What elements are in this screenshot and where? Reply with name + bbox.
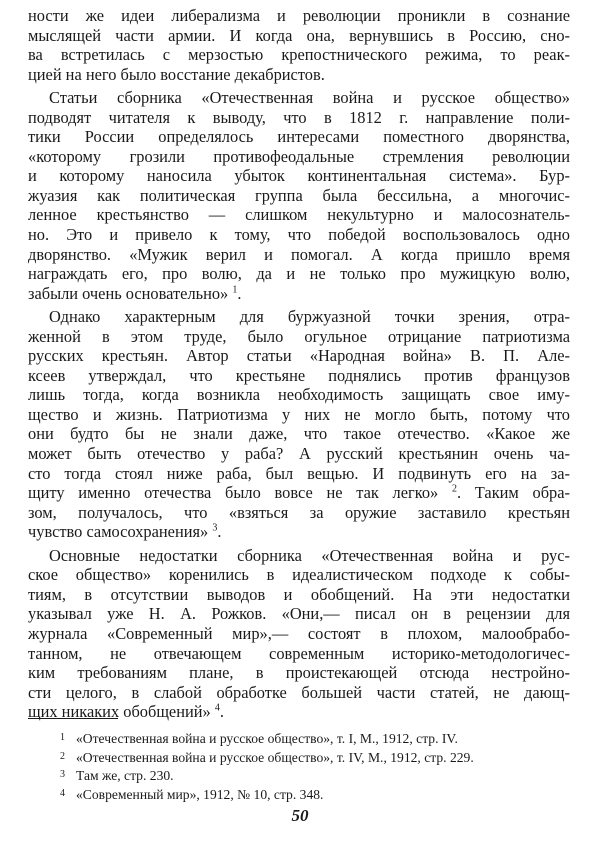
text-line: жуазия как политическая группа была бессильна, а многочис-	[28, 185, 570, 205]
text-line: лишь тогда, когда возникла необходимость защищать свое иму-	[28, 385, 570, 405]
text-line-content: чувство самосохранения»	[28, 522, 209, 542]
footnote-text: «Современный мир», 1912, № 10, стр. 348.	[76, 786, 324, 802]
text-line: зом, получалось, что «взяться за оружие заставило крестьян	[28, 502, 570, 522]
text-line: забыли очень основательно» $^1$.	[28, 283, 242, 303]
text-line: мыслящей части армии. И когда она, вернувшись в Россию, сно-	[28, 25, 570, 45]
text-line: награждать его, про волю, да и не только про мужицкую волю,	[28, 264, 570, 284]
paragraph-1	[28, 6, 570, 84]
paragraph-3	[28, 307, 570, 542]
footnote-text: «Отечественная война и русское общество», т. I, М., 1912, стр. IV.	[76, 731, 458, 746]
text-line: ва встретилась с мерзостью крепостнического режима, то реак-	[28, 45, 570, 65]
footnote-number: 1	[60, 732, 65, 743]
footnote-number: 2	[60, 750, 65, 762]
footnote	[60, 729, 575, 748]
paragraph-2	[28, 88, 570, 303]
text-line: подводят читателя к выводу, что в 1812 г. направление поли-	[28, 107, 570, 127]
text-line: щество и жизнь. Патриотизма у них не могло быть, потому что	[28, 404, 570, 424]
body-text	[28, 6, 570, 722]
text-line: чувство самосохранения» $^3$.	[28, 522, 222, 542]
paragraph-4	[28, 546, 570, 722]
text-line: цией на него было восстание декабристов.	[28, 64, 325, 84]
text-line: танном, не отвечающем современным историко-методологичес-	[28, 643, 570, 663]
text-line: Однако характерным для буржуазной точки зрения, отра-	[49, 307, 570, 327]
page-number: 50	[291, 806, 309, 825]
footnote-number: 3	[60, 769, 65, 780]
text-line: ким требованиям плане, в проистекающей отсюда нестройно-	[28, 663, 570, 683]
footnote-divider	[28, 718, 118, 719]
text-line: щих никаких обобщений» $^4$.	[28, 702, 224, 722]
footnotes	[60, 729, 575, 803]
text-line	[28, 483, 570, 503]
text-line: дворянство. «Мужик верил и помогал. А когда пришло время	[28, 244, 570, 264]
text-line: женной в этом труде, было огульное отрицание патриотизма	[28, 326, 570, 346]
text-line: тиям, в отсутствии выводов и обобщений. На эти недостатки	[28, 584, 570, 604]
text-line: «которому грозили противофеодальные стремления революции	[28, 146, 570, 166]
footnote-number: 4	[60, 787, 65, 799]
footnote-text: Там же, стр. 230.	[76, 768, 174, 783]
text-line: ленное крестьянство — слишком некультурно и малосознатель-	[28, 205, 570, 225]
text-line: но. Это и привело к тому, что победой воспользовалось одно	[28, 225, 570, 245]
text-line: сто тогда стоял ниже раба, был вещью. И подвинуть его на за-	[28, 463, 570, 483]
text-line: и которому наносила убыток континентальная система». Бур-	[28, 166, 570, 186]
footnote	[60, 748, 575, 767]
text-line: русских крестьян. Автор статьи «Народная война» В. П. Але-	[28, 346, 570, 366]
text-line: ксеев утверждал, что крестьяне поднялись против французов	[28, 365, 570, 385]
text-line: ности же идеи либерализма и революции проникли в сознание	[28, 6, 570, 25]
text-line-content: забыли очень основательно»	[28, 283, 229, 303]
text-line-content: щиту именно отечества было вовсе не так легко»	[28, 483, 439, 503]
text-line: Статьи сборника «Отечественная война и русское общество»	[49, 88, 570, 108]
text-line: журнала «Современный мир»,— состоят в плохом, малообрабо-	[28, 623, 570, 643]
footnote-text: «Отечественная война и русское общество», т. IV, М., 1912, стр. 229.	[76, 749, 474, 765]
footnote	[60, 785, 575, 804]
footnote	[60, 766, 575, 785]
footnote-ref: 3	[212, 522, 218, 534]
text-line: тики России определялось интересами поместного дворянства,	[28, 127, 570, 147]
text-line: указывал уже Н. А. Рожков. «Они,— писал он в рецензии для	[28, 604, 570, 624]
text-line: они будто бы не знали даже, что такое отечество. «Какое же	[28, 424, 570, 444]
text-line-content: . Таким обра-	[456, 483, 570, 503]
footnote-ref: 2	[451, 483, 457, 495]
footnote-ref: 4	[214, 702, 220, 714]
text-line: Основные недостатки сборника «Отечественная война и рус-	[49, 545, 570, 565]
text-line: сти целого, в слабой обработке большей части статей, не дающ-	[28, 682, 570, 702]
footnote-ref: 1	[232, 284, 238, 296]
text-line: ское общество» коренились в идеалистическом подходе к собы-	[28, 565, 570, 585]
text-line: может быть отечество у раба? А русский крестьянин очень ча-	[28, 444, 570, 464]
text-line-content: щих никаких обобщений»	[28, 702, 211, 722]
